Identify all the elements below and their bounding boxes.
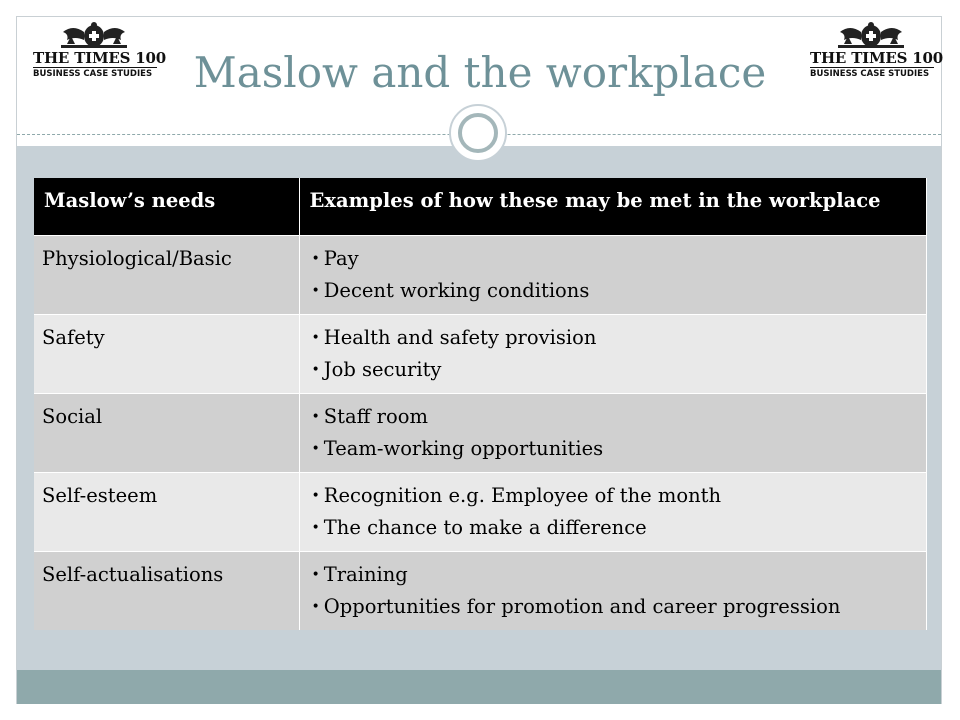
need-cell: Social (34, 393, 299, 472)
need-cell: Self-actualisations (34, 551, 299, 630)
column-header-needs: Maslow’s needs (34, 178, 299, 235)
table-row (34, 314, 926, 393)
examples-cell (299, 235, 926, 314)
crest-icon (55, 22, 133, 50)
example-item: • Training (308, 560, 918, 592)
times-100-logo-right (810, 22, 943, 84)
examples-cell (299, 472, 926, 551)
example-item: • Recognition e.g. Employee of the month (308, 481, 918, 513)
times-100-logo-left (33, 22, 166, 84)
ring-ornament (449, 104, 507, 162)
table-row (34, 235, 926, 314)
example-item: • The chance to make a difference (308, 513, 918, 545)
logo-name: THE TIMES 100 (33, 49, 166, 67)
example-item: • Decent working conditions (308, 276, 918, 308)
maslow-needs-table (34, 178, 927, 630)
example-item: • Opportunities for promotion and career progression (308, 592, 918, 624)
table-row (34, 393, 926, 472)
example-item: • Health and safety provision (308, 323, 918, 355)
need-cell: Safety (34, 314, 299, 393)
slide-footer-band (17, 670, 941, 704)
slide-title: Maslow and the workplace (193, 48, 767, 97)
example-item: • Staff room (308, 402, 918, 434)
need-cell: Self-esteem (34, 472, 299, 551)
table-header-row (34, 178, 926, 235)
crest-icon (832, 22, 910, 50)
logo-subtitle: BUSINESS CASE STUDIES (33, 69, 153, 79)
examples-cell (299, 314, 926, 393)
logo-subtitle: BUSINESS CASE STUDIES (810, 69, 930, 79)
logo-name: THE TIMES 100 (810, 49, 943, 67)
examples-cell (299, 393, 926, 472)
table-row (34, 472, 926, 551)
example-item: • Team-working opportunities (308, 434, 918, 466)
table-row (34, 551, 926, 630)
examples-cell (299, 551, 926, 630)
example-item: • Pay (308, 244, 918, 276)
example-item: • Job security (308, 355, 918, 387)
column-header-examples: Examples of how these may be met in the workplace (299, 178, 926, 235)
need-cell: Physiological/Basic (34, 235, 299, 314)
